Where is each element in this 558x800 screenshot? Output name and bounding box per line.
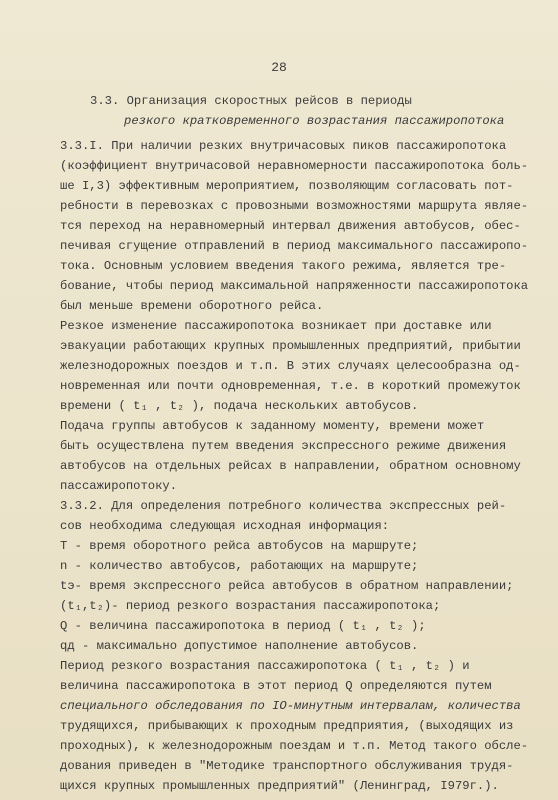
text-line: пассажиропотоку.	[60, 479, 178, 493]
text-line: бование, чтобы период максимальной напряженности пассажиропотока	[60, 279, 529, 293]
text-line: n - количество автобусов, работающих на маршруте;	[60, 559, 419, 573]
text-line: специального обследования по IO-минутным интервалам, количества	[60, 699, 521, 713]
text-line: ребности в перевозках с провозными возможностями маршрута являе-	[60, 199, 529, 213]
text-line: Подача группы автобусов к заданному моменту, времени может	[60, 419, 485, 433]
text-line: tэ- время экспрессного рейса автобусов в обратном направлении;	[60, 579, 514, 593]
text-line: 3.3.I. При наличии резких внутричасовых пиков пассажиропотока	[60, 139, 507, 153]
text-line: автобусов на отдельных рейсах в направлении, обратном основному	[60, 459, 521, 473]
text-line: трудящихся, прибывающих к проходным предприятия, (выходящих из	[60, 719, 514, 733]
text-line: Резкое изменение пассажиропотока возникает при доставке или	[60, 319, 492, 333]
body-text	[60, 136, 529, 796]
text-line: эвакуации работающих крупных промышленных предприятий, прибытии	[60, 339, 521, 353]
text-line: тся переход на неравномерный интервал движения автобусов, обес-	[60, 219, 521, 233]
text-line: ше I,3) эффективным мероприятием, позволяющим согласовать пот-	[60, 179, 514, 193]
text-line: быть осуществлена путем введения экспрессного режиме движения	[60, 439, 507, 453]
text-line: Q - величина пассажиропотока в период ( t₁ , t₂ );	[60, 619, 426, 633]
text-line: времени ( t₁ , t₂ ), подача нескольких автобусов.	[60, 399, 419, 413]
text-line: печивая сгущение отправлений в период максимального пассажиропо-	[60, 239, 529, 253]
section-heading-line-1: 3.3. Организация скоростных рейсов в периоды	[90, 94, 412, 108]
text-line: Период резкого возрастания пассажиропотока ( t₁ , t₂ ) и	[60, 659, 470, 673]
text-line: был меньше времени оборотного рейса.	[60, 299, 324, 313]
text-line: новременная или почти одновременная, т.е. в короткий промежуток	[60, 379, 521, 393]
page-number: 28	[271, 60, 287, 75]
text-line: железнодорожных поездов и т.п. В этих случаях целесообразна од-	[60, 359, 521, 373]
section-heading-line-2: резкого кратковременного возрастания пассажиропотока	[124, 114, 505, 128]
text-line: тока. Основным условием введения такого режима, является тре-	[60, 259, 507, 273]
text-line: 3.3.2. Для определения потребного количества экспрессных рей-	[60, 499, 507, 513]
text-line: дования приведен в "Методике транспортного обслуживания трудя-	[60, 759, 514, 773]
text-line: (t₁,t₂)- период резкого возрастания пассажиропотока;	[60, 599, 441, 613]
text-line: величина пассажиропотока в этот период Q определяются путем	[60, 679, 492, 693]
text-line: T - время оборотного рейса автобусов на маршруте;	[60, 539, 419, 553]
text-line: сов необходима следующая исходная информация:	[60, 519, 390, 533]
text-line: проходных), к железнодорожным поездам и т.п. Метод такого обсле-	[60, 739, 529, 753]
text-line: (коэффициент внутричасовой неравномерности пассажиропотока боль-	[60, 159, 529, 173]
text-line: щихся крупных промышленных предприятий" (Ленинград, I979г.).	[60, 779, 499, 793]
text-line: qд - максимально допустимое наполнение автобусов.	[60, 639, 419, 653]
